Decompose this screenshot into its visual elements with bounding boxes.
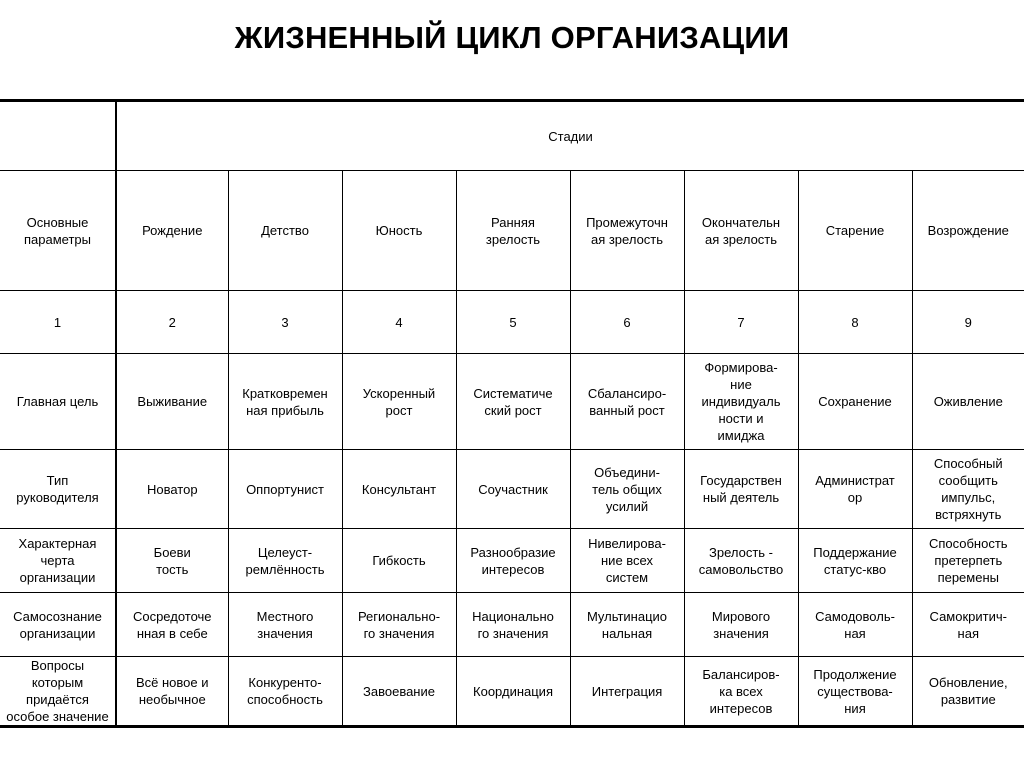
stage-name-cell-line: Возрождение bbox=[927, 223, 1009, 238]
stage-name-cell-line: ая зрелость bbox=[590, 231, 664, 247]
stage-value-cell-line: усилий bbox=[605, 498, 649, 514]
column-number-cell: 5 bbox=[456, 291, 570, 354]
stage-value-cell-line: необычное bbox=[138, 692, 206, 707]
parameter-label-cell-line: руководителя bbox=[16, 490, 99, 505]
stage-value-cell-line: Сбалансиро- bbox=[587, 385, 667, 401]
stage-value-cell-line: Нивелирова- bbox=[588, 536, 666, 551]
stage-value-cell-line: Конкуренто- bbox=[248, 675, 322, 690]
stage-value-cell bbox=[116, 593, 228, 657]
stage-value-cell-line: Оживление bbox=[933, 394, 1003, 409]
stage-name-cell bbox=[684, 171, 798, 291]
parameter-label-cell-line: черта bbox=[40, 553, 75, 568]
stage-value-cell bbox=[798, 593, 912, 657]
stage-value-cell-line: ремлённость bbox=[245, 561, 325, 577]
stage-value-cell bbox=[456, 657, 570, 727]
stage-value-cell-line: Интеграция bbox=[591, 683, 663, 699]
stage-value-cell-line: Разнообразие bbox=[470, 544, 556, 560]
stage-value-cell-line: Администрат bbox=[815, 473, 895, 488]
stage-name-cell-line: зрелость bbox=[485, 231, 541, 247]
parameter-label-cell-line: Характерная bbox=[18, 536, 97, 551]
column-number-cell: 6 bbox=[570, 291, 684, 354]
stage-value-cell-line: Сосредоточе bbox=[132, 608, 212, 624]
stage-value-cell-line: интересов bbox=[481, 561, 545, 577]
parameters-header bbox=[0, 171, 116, 291]
stage-value-cell-line: Объедини- bbox=[594, 464, 660, 480]
stages-row bbox=[0, 101, 1024, 171]
parameters-header-line: параметры bbox=[24, 231, 91, 247]
table-row bbox=[0, 354, 1024, 450]
stage-value-cell-line: развитие bbox=[940, 692, 996, 707]
stage-value-cell-line: Завоевание bbox=[363, 683, 435, 699]
parameter-label-cell-line: придаётся bbox=[26, 692, 89, 707]
stage-value-cell-line: интересов bbox=[709, 700, 773, 716]
stage-value-cell-line: встряхнуть bbox=[935, 507, 1002, 522]
stage-value-cell bbox=[228, 529, 342, 593]
stage-value-cell-line: Всё новое и bbox=[135, 675, 209, 690]
stage-name-cell bbox=[456, 171, 570, 291]
stage-value-cell-line: импульс, bbox=[941, 490, 996, 505]
column-number-cell: 4 bbox=[342, 291, 456, 354]
stage-value-cell bbox=[684, 529, 798, 593]
stage-name-cell-line: Старение bbox=[825, 223, 885, 238]
stage-value-cell bbox=[570, 657, 684, 727]
table-row bbox=[0, 450, 1024, 529]
stage-value-cell-line: перемены bbox=[937, 570, 999, 585]
parameter-label-cell-line: Самосознание bbox=[13, 608, 102, 624]
stage-value-cell bbox=[228, 593, 342, 657]
stage-value-cell-line: ный деятель bbox=[702, 490, 780, 505]
stage-value-cell-line: Способность bbox=[928, 536, 1008, 551]
stage-value-cell-line: Ускоренный bbox=[362, 385, 436, 401]
stage-value-cell-line: ка всех bbox=[719, 683, 763, 699]
stage-value-cell-line: ор bbox=[847, 490, 863, 505]
stage-value-cell bbox=[912, 529, 1024, 593]
stage-value-cell-line: Целеуст- bbox=[257, 544, 313, 560]
stage-value-cell bbox=[684, 593, 798, 657]
stage-value-cell-line: Национально bbox=[472, 608, 554, 624]
column-number-cell: 9 bbox=[912, 291, 1024, 354]
stage-value-cell-line: претерпеть bbox=[934, 553, 1003, 568]
parameter-label-cell-line: Главная цель bbox=[16, 394, 99, 409]
column-number-cell: 2 bbox=[116, 291, 228, 354]
stage-name-cell bbox=[228, 171, 342, 291]
stage-name-cell-line: ая зрелость bbox=[704, 231, 778, 247]
parameters-header-line: Основные bbox=[26, 214, 89, 230]
parameter-label-cell bbox=[0, 354, 116, 450]
stage-value-cell-line: способность bbox=[247, 692, 323, 707]
stage-value-cell bbox=[684, 354, 798, 450]
page-title: ЖИЗНЕННЫЙ ЦИКЛ ОРГАНИЗАЦИИ bbox=[234, 20, 790, 55]
stage-name-cell-line: Рождение bbox=[142, 223, 203, 238]
stage-value-cell-line: Государствен bbox=[700, 473, 782, 488]
stage-value-cell bbox=[912, 593, 1024, 657]
stage-value-cell bbox=[798, 529, 912, 593]
parameter-label-cell-line: особое значение bbox=[6, 709, 109, 724]
stage-value-cell-line: индивидуаль bbox=[701, 394, 781, 409]
stage-value-cell-line: систем bbox=[605, 570, 649, 585]
stages-header: Стадии bbox=[116, 101, 1024, 171]
stage-value-cell-line: самовольство bbox=[698, 561, 784, 577]
stage-value-cell-line: Мирового bbox=[711, 608, 771, 624]
stage-value-cell-line: ная прибыль bbox=[246, 402, 324, 418]
stage-name-cell-line: Промежуточн bbox=[586, 214, 668, 230]
stage-value-cell-line: Способный bbox=[933, 456, 1003, 471]
stage-value-cell bbox=[228, 450, 342, 529]
column-number-cell: 1 bbox=[0, 291, 116, 354]
lifecycle-table bbox=[0, 99, 1024, 728]
stage-value-cell-line: статус-кво bbox=[823, 561, 887, 577]
stage-value-cell-line: Систематиче bbox=[473, 385, 553, 401]
stage-value-cell-line: ная bbox=[844, 625, 866, 641]
stage-value-cell bbox=[912, 657, 1024, 727]
stage-value-cell bbox=[456, 354, 570, 450]
stage-value-cell-line: Мультинацио bbox=[586, 608, 668, 624]
stage-names-row bbox=[0, 171, 1024, 291]
parameter-label-cell bbox=[0, 529, 116, 593]
stage-name-cell-line: Юность bbox=[375, 223, 423, 238]
stage-value-cell-line: имиджа bbox=[717, 428, 765, 443]
stage-value-cell-line: Регионально- bbox=[357, 608, 441, 624]
stage-name-cell bbox=[116, 171, 228, 291]
stage-value-cell-line: ности и bbox=[718, 411, 764, 426]
stage-name-cell bbox=[912, 171, 1024, 291]
table-row bbox=[0, 529, 1024, 593]
stage-value-cell-line: Балансиров- bbox=[702, 666, 780, 682]
stage-value-cell bbox=[570, 450, 684, 529]
stage-value-cell bbox=[570, 354, 684, 450]
stage-value-cell-line: ние bbox=[730, 377, 752, 392]
stage-value-cell bbox=[570, 593, 684, 657]
stage-name-cell-line: Детство bbox=[261, 223, 309, 238]
stage-value-cell-line: го значения bbox=[477, 625, 549, 641]
stage-value-cell bbox=[798, 450, 912, 529]
stage-value-cell-line: го значения bbox=[363, 625, 435, 641]
stage-value-cell-line: значения bbox=[257, 625, 313, 641]
stage-value-cell-line: Оппортунист bbox=[246, 481, 324, 497]
stage-value-cell bbox=[342, 657, 456, 727]
stage-value-cell-line: Самодоволь- bbox=[815, 608, 895, 624]
stage-value-cell-line: существова- bbox=[817, 683, 893, 699]
stage-value-cell-line: Обновление, bbox=[928, 675, 1008, 690]
stage-value-cell bbox=[912, 354, 1024, 450]
stage-value-cell bbox=[684, 450, 798, 529]
corner-cell bbox=[0, 101, 116, 171]
stage-value-cell-line: Продолжение bbox=[813, 666, 897, 682]
column-number-cell: 8 bbox=[798, 291, 912, 354]
parameter-label-cell-line: которым bbox=[31, 675, 84, 690]
stage-name-cell bbox=[570, 171, 684, 291]
stage-value-cell bbox=[116, 529, 228, 593]
stage-value-cell-line: Соучастник bbox=[478, 481, 548, 497]
stage-value-cell bbox=[456, 593, 570, 657]
stage-value-cell bbox=[228, 354, 342, 450]
stage-value-cell bbox=[116, 657, 228, 727]
stage-value-cell bbox=[342, 354, 456, 450]
column-number-cell: 3 bbox=[228, 291, 342, 354]
parameter-label-cell bbox=[0, 593, 116, 657]
stage-value-cell-line: Кратковремен bbox=[242, 385, 328, 401]
stage-value-cell-line: тость bbox=[156, 561, 189, 577]
parameter-label-cell-line: Вопросы bbox=[30, 658, 85, 673]
column-number-cell: 7 bbox=[684, 291, 798, 354]
parameter-label-cell bbox=[0, 657, 116, 727]
stage-value-cell bbox=[228, 657, 342, 727]
stage-value-cell-line: Консультант bbox=[361, 481, 437, 497]
stage-value-cell bbox=[570, 529, 684, 593]
stage-value-cell-line: значения bbox=[713, 625, 769, 641]
stage-value-cell bbox=[342, 529, 456, 593]
stage-value-cell bbox=[342, 450, 456, 529]
stage-value-cell-line: Сохранение bbox=[818, 394, 892, 409]
table-row bbox=[0, 593, 1024, 657]
stage-value-cell-line: Поддержание bbox=[813, 544, 897, 560]
stage-name-cell-line: Ранняя bbox=[491, 214, 535, 230]
stage-value-cell-line: сообщить bbox=[938, 473, 998, 488]
parameter-label-cell-line: Тип bbox=[46, 473, 69, 488]
stage-value-cell bbox=[912, 450, 1024, 529]
stage-value-cell bbox=[456, 450, 570, 529]
stage-value-cell-line: рост bbox=[385, 402, 413, 418]
stage-name-cell bbox=[342, 171, 456, 291]
stage-value-cell-line: ский рост bbox=[484, 402, 542, 418]
stage-value-cell-line: тель общих bbox=[592, 481, 662, 497]
stage-name-cell-line: Окончательн bbox=[701, 214, 781, 230]
stage-value-cell-line: ванный рост bbox=[589, 402, 665, 418]
stage-value-cell-line: нальная bbox=[601, 625, 653, 641]
table-row bbox=[0, 657, 1024, 727]
stage-value-cell-line: Боеви bbox=[153, 544, 191, 560]
stage-value-cell-line: Зрелость - bbox=[708, 544, 773, 560]
stage-value-cell-line: ная bbox=[957, 625, 979, 641]
parameter-label-cell bbox=[0, 450, 116, 529]
stage-value-cell bbox=[342, 593, 456, 657]
stage-value-cell bbox=[116, 450, 228, 529]
parameter-label-cell-line: организации bbox=[19, 625, 96, 641]
stage-value-cell bbox=[684, 657, 798, 727]
stage-value-cell bbox=[116, 354, 228, 450]
parameter-label-cell-line: организации bbox=[19, 570, 96, 585]
stage-value-cell-line: Самокритич- bbox=[929, 608, 1007, 624]
stage-value-cell bbox=[798, 657, 912, 727]
stage-value-cell-line: Выживание bbox=[137, 394, 208, 409]
stage-value-cell bbox=[456, 529, 570, 593]
stage-value-cell bbox=[798, 354, 912, 450]
stage-value-cell-line: ние всех bbox=[601, 553, 653, 568]
stage-value-cell-line: Формирова- bbox=[704, 360, 778, 375]
stage-value-cell-line: Координация bbox=[473, 683, 553, 699]
stage-name-cell bbox=[798, 171, 912, 291]
stage-value-cell-line: Новатор bbox=[146, 481, 198, 497]
stage-value-cell-line: нная в себе bbox=[136, 625, 208, 641]
stage-value-cell-line: Гибкость bbox=[372, 553, 426, 568]
column-numbers-row bbox=[0, 291, 1024, 354]
stage-value-cell-line: Местного bbox=[256, 608, 314, 624]
stage-value-cell-line: ния bbox=[844, 700, 866, 716]
